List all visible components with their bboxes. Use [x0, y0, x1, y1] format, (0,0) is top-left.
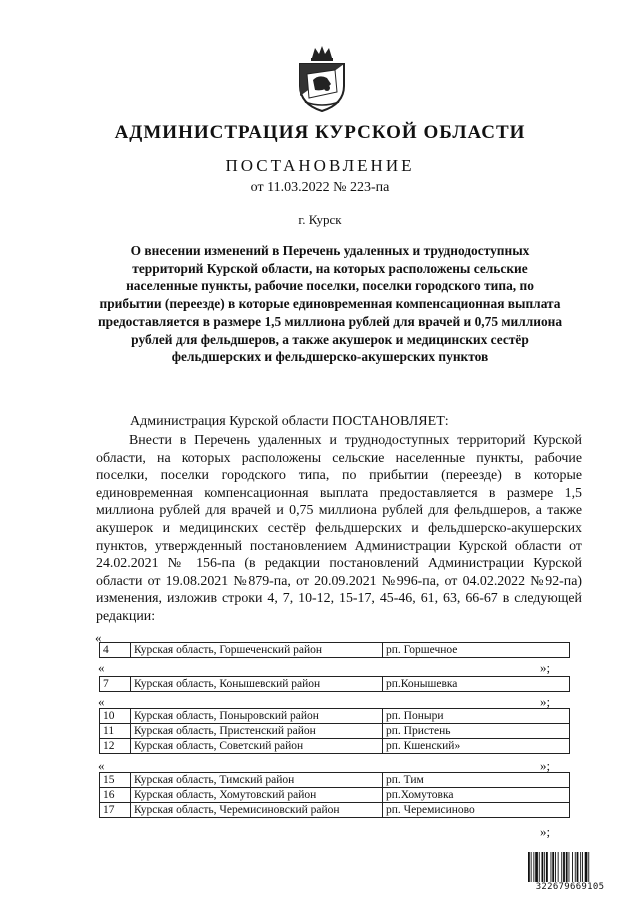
row-settlement: рп. Тим: [383, 773, 570, 788]
table-row: [100, 739, 570, 754]
close-quote: »;: [540, 758, 551, 773]
row-district: Курская область, Хомутовский район: [131, 788, 383, 803]
row-number: 12: [100, 739, 131, 754]
row-district: Курская область, Черемисиновский район: [131, 803, 383, 818]
table-row: [100, 643, 570, 658]
barcode-bar: [563, 852, 565, 882]
amendment-table-3: [99, 708, 570, 754]
row-district: Курская область, Тимский район: [131, 773, 383, 788]
row-settlement: рп.Конышевка: [383, 677, 570, 692]
close-quote: »;: [540, 660, 551, 675]
row-district: Курская область, Конышевский район: [131, 677, 383, 692]
table-row: [100, 709, 570, 724]
barcode-bar: [585, 852, 588, 882]
document-subject: О внесении изменений в Перечень удаленных и труднодоступных территорий Курской области, на которых расположены сельские населенные пункты, рабочие поселки, поселки городского типа, по прибытии (переезде) в которые единовременная компенсационная выплата предоставляется в размере 1,5 миллиона рублей для врачей и 0,75 миллиона рублей для фельдшеров, а также акушерок и медицинских сестёр фельдшерских и фельдшерско-акушерских пунктов: [97, 243, 563, 365]
barcode-bar: [582, 852, 583, 882]
org-title: АДМИНИСТРАЦИЯ КУРСКОЙ ОБЛАСТИ: [114, 122, 526, 143]
close-quote: »;: [540, 694, 551, 709]
row-district: Курская область, Горшеченский район: [131, 643, 383, 658]
barcode-bar: [588, 852, 589, 882]
row-number: 7: [100, 677, 131, 692]
barcode-number: 322679669105: [535, 882, 605, 892]
amendment-table-1: [99, 642, 570, 658]
barcode-bar: [535, 852, 538, 882]
table-row: [100, 677, 570, 692]
resolution-lead: Администрация Курской области ПОСТАНОВЛЯЕТ:: [130, 414, 449, 429]
table-row: [100, 724, 570, 739]
row-number: 17: [100, 803, 131, 818]
row-number: 4: [100, 643, 131, 658]
coat-of-arms-emblem: [297, 44, 347, 112]
row-number: 11: [100, 724, 131, 739]
barcode-bar: [552, 852, 554, 882]
row-number: 10: [100, 709, 131, 724]
open-quote: «: [98, 758, 105, 773]
open-quote: «: [98, 694, 105, 709]
barcode-bar: [569, 852, 570, 882]
barcode-bar: [561, 852, 562, 882]
row-district: Курская область, Пристенский район: [131, 724, 383, 739]
barcode-bar: [544, 852, 545, 882]
barcode-bar: [555, 852, 556, 882]
row-settlement: рп. Горшечное: [383, 643, 570, 658]
barcode-bar: [575, 852, 576, 882]
barcode-bar: [572, 852, 573, 882]
row-district: Курская область, Поныровский район: [131, 709, 383, 724]
barcode-bar: [539, 852, 540, 882]
barcode: [528, 852, 612, 886]
amendment-table-4: [99, 772, 570, 818]
row-settlement: рп. Пристень: [383, 724, 570, 739]
document-city: г. Курск: [298, 212, 342, 227]
barcode-bar: [533, 852, 534, 882]
row-number: 15: [100, 773, 131, 788]
barcode-bar: [546, 852, 548, 882]
row-settlement: рп. Кшенский»: [383, 739, 570, 754]
amendment-table-2: [99, 676, 570, 692]
barcode-bar: [531, 852, 532, 882]
table-row: [100, 803, 570, 818]
barcode-bar: [551, 852, 552, 882]
document-date-number: от 11.03.2022 № 223-па: [250, 180, 390, 195]
document-type: ПОСТАНОВЛЕНИЕ: [225, 156, 415, 175]
open-quote: «: [95, 630, 102, 645]
open-quote: «: [98, 660, 105, 675]
row-district: Курская область, Советский район: [131, 739, 383, 754]
table-row: [100, 773, 570, 788]
resolution-body: Внести в Перечень удаленных и труднодоступных территорий Курской области, на которых расположены сельские населенные пункты, рабочие поселки, поселки городского типа, по прибытии (переезде) в которые единовременная компенсационная выплата предоставляется в размере 1,5 миллиона рублей для врачей и 0,75 миллиона рублей для фельдшеров, а также акушерок и медицинских сестёр фельдшерских и фельдшерско-акушерских пунктов, утвержденный постановлением Администрации Курской области от 24.02.2021 № 156-па (в редакции постановлений Администрации Курской области от 19.08.2021 №879-па, от 20.09.2021 №996-па, от 04.02.2022 №92-па) изменения, изложив строки 4, 7, 10-12, 15-17, 45-46, 61, 63, 66-67 в следующей редакции:: [96, 433, 582, 624]
barcode-bar: [566, 852, 568, 882]
barcode-bar: [558, 852, 559, 882]
table-row: [100, 788, 570, 803]
row-settlement: рп. Черемисиново: [383, 803, 570, 818]
barcode-bar: [528, 852, 530, 882]
row-settlement: рп.Хомутовка: [383, 788, 570, 803]
close-quote: »;: [540, 824, 551, 839]
barcode-bar: [580, 852, 581, 882]
row-number: 16: [100, 788, 131, 803]
row-settlement: рп. Поныри: [383, 709, 570, 724]
barcode-bar: [577, 852, 579, 882]
barcode-bar: [542, 852, 544, 882]
